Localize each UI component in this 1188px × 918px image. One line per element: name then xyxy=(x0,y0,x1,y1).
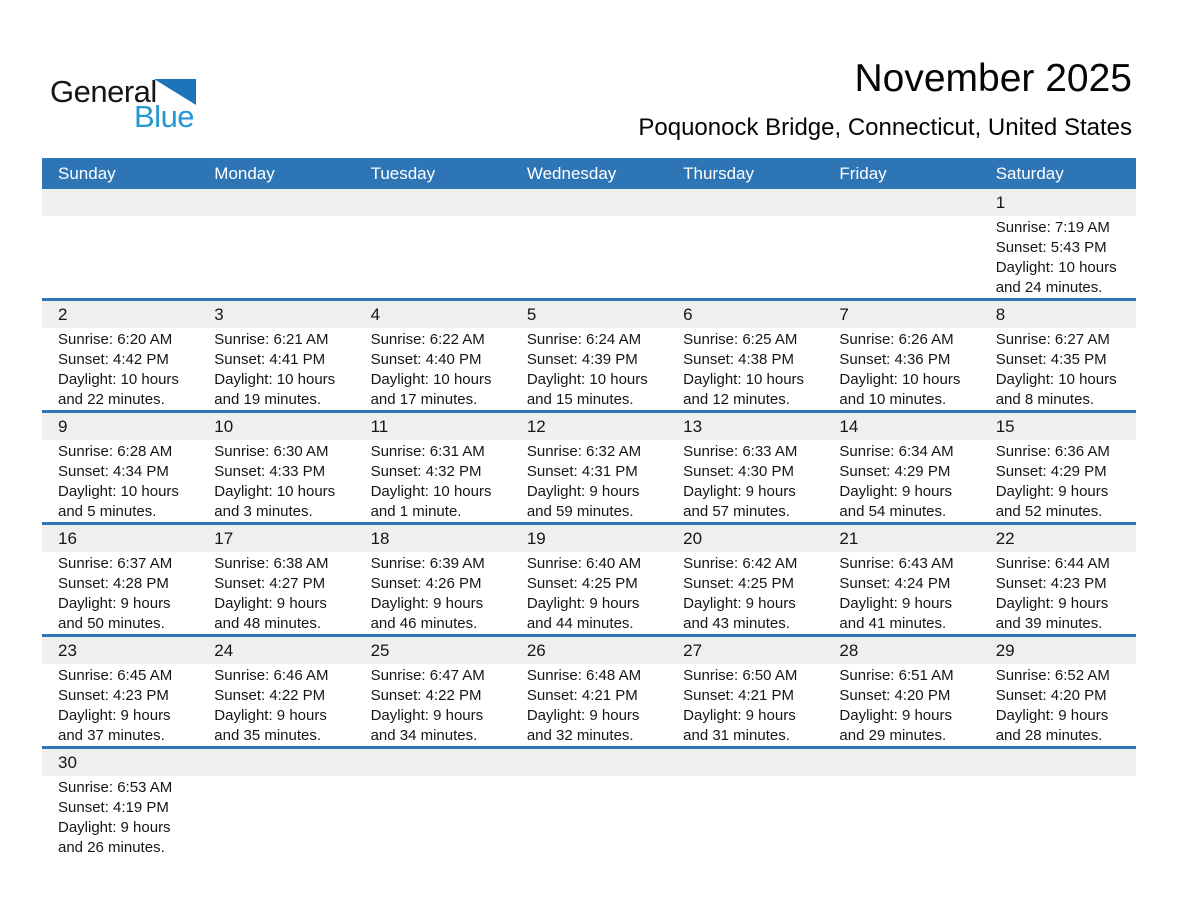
daylight-text: Daylight: 10 hours and 8 minutes. xyxy=(995,371,1117,408)
day-cell xyxy=(511,552,667,634)
sunrise-text: Sunrise: 6:21 AM xyxy=(214,331,329,348)
sunrise-text: Sunrise: 6:38 AM xyxy=(214,555,329,572)
sunrise-text: Sunrise: 6:39 AM xyxy=(370,555,485,572)
day-number: 14 xyxy=(839,416,859,436)
day-number: 25 xyxy=(370,640,390,660)
daylight-text: Daylight: 10 hours and 24 minutes. xyxy=(995,259,1117,296)
sunrise-text: Sunrise: 6:34 AM xyxy=(839,443,954,460)
weekday-header-tuesday: Tuesday xyxy=(370,163,436,183)
day-cell xyxy=(980,440,1136,522)
day-number: 22 xyxy=(995,528,1015,548)
sunset-text: Sunset: 4:41 PM xyxy=(214,351,326,368)
day-number-band xyxy=(42,301,1136,328)
sunrise-text: Sunrise: 6:24 AM xyxy=(526,331,642,348)
day-cell xyxy=(42,440,198,522)
day-cell xyxy=(823,328,979,410)
weekday-header-wednesday: Wednesday xyxy=(526,163,617,183)
day-cell xyxy=(980,664,1136,746)
sunset-text: Sunset: 4:28 PM xyxy=(58,575,169,592)
sunrise-text: Sunrise: 6:27 AM xyxy=(995,331,1110,348)
sunrise-text: Sunrise: 6:36 AM xyxy=(995,443,1110,460)
sunrise-text: Sunrise: 7:19 AM xyxy=(995,219,1110,236)
logo-text-general: General xyxy=(50,74,157,109)
weekday-header-monday: Monday xyxy=(214,163,275,183)
week-row xyxy=(42,189,1136,298)
sunset-text: Sunset: 4:31 PM xyxy=(526,463,638,480)
daylight-text: Daylight: 10 hours and 1 minute. xyxy=(370,483,492,520)
day-number: 4 xyxy=(370,304,381,324)
sunrise-text: Sunrise: 6:31 AM xyxy=(370,443,485,460)
daylight-text: Daylight: 10 hours and 17 minutes. xyxy=(370,371,492,408)
daylight-text: Daylight: 10 hours and 22 minutes. xyxy=(58,371,179,408)
day-cell xyxy=(355,440,511,522)
sunset-text: Sunset: 5:43 PM xyxy=(995,239,1107,256)
daylight-text: Daylight: 9 hours and 54 minutes. xyxy=(839,483,952,520)
day-cell xyxy=(667,440,823,522)
day-number: 10 xyxy=(214,416,234,436)
week-row xyxy=(42,522,1136,634)
sunrise-text: Sunrise: 6:40 AM xyxy=(526,555,642,572)
day-number: 23 xyxy=(58,640,77,660)
day-number: 15 xyxy=(995,416,1015,436)
day-cell xyxy=(42,328,198,410)
sunrise-text: Sunrise: 6:25 AM xyxy=(683,331,798,348)
day-cell xyxy=(667,328,823,410)
empty-day-cell xyxy=(355,216,511,298)
empty-day-cell xyxy=(198,216,354,298)
day-cell xyxy=(355,328,511,410)
sunset-text: Sunset: 4:29 PM xyxy=(839,463,951,480)
day-details-row xyxy=(42,552,1136,634)
daylight-text: Daylight: 10 hours and 19 minutes. xyxy=(214,371,336,408)
weekday-header-saturday: Saturday xyxy=(995,163,1064,183)
logo-text-blue: Blue xyxy=(134,99,195,134)
weekday-header-sunday: Sunday xyxy=(58,163,116,183)
sunrise-text: Sunrise: 6:48 AM xyxy=(526,667,642,684)
sunset-text: Sunset: 4:27 PM xyxy=(214,575,326,592)
sunrise-text: Sunrise: 6:44 AM xyxy=(995,555,1110,572)
sunrise-text: Sunrise: 6:22 AM xyxy=(370,331,485,348)
day-cell xyxy=(667,552,823,634)
week-row xyxy=(42,410,1136,522)
calendar-weeks xyxy=(42,189,1136,858)
daylight-text: Daylight: 9 hours and 32 minutes. xyxy=(526,707,640,744)
day-cell xyxy=(823,552,979,634)
sunset-text: Sunset: 4:21 PM xyxy=(683,687,795,704)
day-number: 30 xyxy=(58,752,77,772)
daylight-text: Daylight: 9 hours and 43 minutes. xyxy=(683,595,796,632)
daylight-text: Daylight: 9 hours and 29 minutes. xyxy=(839,707,952,744)
sunrise-text: Sunrise: 6:30 AM xyxy=(214,443,329,460)
day-details-row xyxy=(42,664,1136,746)
empty-day-cell xyxy=(823,216,979,298)
day-details-row xyxy=(42,216,1136,298)
day-number: 26 xyxy=(526,640,546,660)
sunset-text: Sunset: 4:20 PM xyxy=(995,687,1107,704)
day-cell xyxy=(42,552,198,634)
sunset-text: Sunset: 4:25 PM xyxy=(683,575,795,592)
sunset-text: Sunset: 4:22 PM xyxy=(370,687,482,704)
sunset-text: Sunset: 4:25 PM xyxy=(526,575,638,592)
day-cell xyxy=(980,328,1136,410)
empty-day-cell xyxy=(511,776,667,858)
day-cell xyxy=(980,216,1136,298)
sunset-text: Sunset: 4:30 PM xyxy=(683,463,795,480)
page-title: November 2025 xyxy=(854,57,1132,100)
sunrise-text: Sunrise: 6:43 AM xyxy=(839,555,954,572)
day-number: 20 xyxy=(683,528,703,548)
sunset-text: Sunset: 4:39 PM xyxy=(526,351,638,368)
weekday-header-friday: Friday xyxy=(839,163,887,183)
sunset-text: Sunset: 4:42 PM xyxy=(58,351,169,368)
daylight-text: Daylight: 9 hours and 37 minutes. xyxy=(58,707,171,744)
day-number: 5 xyxy=(526,304,537,324)
day-cell xyxy=(355,552,511,634)
day-number: 11 xyxy=(370,416,389,436)
day-number: 24 xyxy=(214,640,234,660)
sunset-text: Sunset: 4:26 PM xyxy=(370,575,482,592)
daylight-text: Daylight: 9 hours and 28 minutes. xyxy=(995,707,1109,744)
daylight-text: Daylight: 9 hours and 34 minutes. xyxy=(370,707,484,744)
day-details-row xyxy=(42,328,1136,410)
sunrise-text: Sunrise: 6:33 AM xyxy=(683,443,798,460)
day-number: 2 xyxy=(58,304,68,324)
daylight-text: Daylight: 9 hours and 35 minutes. xyxy=(214,707,327,744)
daylight-text: Daylight: 9 hours and 41 minutes. xyxy=(839,595,952,632)
sunset-text: Sunset: 4:22 PM xyxy=(214,687,326,704)
day-cell xyxy=(823,440,979,522)
daylight-text: Daylight: 10 hours and 5 minutes. xyxy=(58,483,179,520)
daylight-text: Daylight: 10 hours and 10 minutes. xyxy=(839,371,961,408)
day-cell xyxy=(823,664,979,746)
sunset-text: Sunset: 4:40 PM xyxy=(370,351,482,368)
sunrise-text: Sunrise: 6:32 AM xyxy=(526,443,642,460)
day-number: 19 xyxy=(526,528,546,548)
sunrise-text: Sunrise: 6:51 AM xyxy=(839,667,954,684)
sunrise-text: Sunrise: 6:20 AM xyxy=(58,331,173,348)
sunset-text: Sunset: 4:32 PM xyxy=(370,463,482,480)
day-number-band xyxy=(42,637,1136,664)
day-number: 7 xyxy=(839,304,849,324)
general-blue-logo xyxy=(50,74,210,136)
daylight-text: Daylight: 10 hours and 15 minutes. xyxy=(526,371,648,408)
day-number: 6 xyxy=(683,304,693,324)
sunrise-text: Sunrise: 6:45 AM xyxy=(58,667,173,684)
day-number: 3 xyxy=(214,304,224,324)
sunrise-text: Sunrise: 6:53 AM xyxy=(58,779,173,796)
calendar xyxy=(42,158,1136,858)
day-cell xyxy=(42,776,198,858)
sunset-text: Sunset: 4:23 PM xyxy=(995,575,1107,592)
day-cell xyxy=(355,664,511,746)
day-number: 21 xyxy=(839,528,859,548)
sunset-text: Sunset: 4:19 PM xyxy=(58,799,169,816)
sunset-text: Sunset: 4:34 PM xyxy=(58,463,169,480)
weekday-header-thursday: Thursday xyxy=(683,163,755,183)
day-number: 8 xyxy=(995,304,1006,324)
empty-day-cell xyxy=(667,216,823,298)
week-row xyxy=(42,746,1136,858)
empty-day-cell xyxy=(980,776,1136,858)
day-number: 9 xyxy=(58,416,68,436)
daylight-text: Daylight: 9 hours and 39 minutes. xyxy=(995,595,1109,632)
day-cell xyxy=(198,552,354,634)
daylight-text: Daylight: 9 hours and 44 minutes. xyxy=(526,595,640,632)
sunset-text: Sunset: 4:29 PM xyxy=(995,463,1107,480)
daylight-text: Daylight: 9 hours and 26 minutes. xyxy=(58,819,171,856)
page-subtitle: Poquonock Bridge, Connecticut, United States xyxy=(638,114,1132,141)
empty-day-cell xyxy=(667,776,823,858)
day-number: 28 xyxy=(839,640,859,660)
sunrise-text: Sunrise: 6:52 AM xyxy=(995,667,1110,684)
daylight-text: Daylight: 9 hours and 31 minutes. xyxy=(683,707,796,744)
empty-day-cell xyxy=(355,776,511,858)
day-number: 1 xyxy=(995,192,1006,212)
sunset-text: Sunset: 4:21 PM xyxy=(526,687,638,704)
sunset-text: Sunset: 4:35 PM xyxy=(995,351,1107,368)
day-details-row xyxy=(42,440,1136,522)
day-number: 17 xyxy=(214,528,234,548)
sunrise-text: Sunrise: 6:50 AM xyxy=(683,667,798,684)
day-number: 13 xyxy=(683,416,703,436)
week-row xyxy=(42,634,1136,746)
sunrise-text: Sunrise: 6:28 AM xyxy=(58,443,173,460)
sunrise-text: Sunrise: 6:47 AM xyxy=(370,667,485,684)
day-cell xyxy=(511,440,667,522)
sunset-text: Sunset: 4:36 PM xyxy=(839,351,951,368)
sunrise-text: Sunrise: 6:26 AM xyxy=(839,331,954,348)
day-number: 27 xyxy=(683,640,703,660)
day-cell xyxy=(667,664,823,746)
day-cell xyxy=(198,328,354,410)
sunset-text: Sunset: 4:24 PM xyxy=(839,575,951,592)
empty-day-cell xyxy=(42,216,198,298)
day-cell xyxy=(42,664,198,746)
empty-day-cell xyxy=(823,776,979,858)
daylight-text: Daylight: 9 hours and 48 minutes. xyxy=(214,595,327,632)
daylight-text: Daylight: 9 hours and 52 minutes. xyxy=(995,483,1109,520)
day-number-band xyxy=(42,749,1136,776)
day-number-band xyxy=(42,413,1136,440)
daylight-text: Daylight: 9 hours and 46 minutes. xyxy=(370,595,484,632)
daylight-text: Daylight: 10 hours and 3 minutes. xyxy=(214,483,336,520)
day-number-band xyxy=(42,189,1136,216)
daylight-text: Daylight: 10 hours and 12 minutes. xyxy=(683,371,805,408)
day-cell xyxy=(980,552,1136,634)
week-row xyxy=(42,298,1136,410)
sunset-text: Sunset: 4:33 PM xyxy=(214,463,326,480)
sunset-text: Sunset: 4:38 PM xyxy=(683,351,795,368)
day-number: 29 xyxy=(995,640,1015,660)
day-cell xyxy=(198,440,354,522)
day-cell xyxy=(511,328,667,410)
daylight-text: Daylight: 9 hours and 59 minutes. xyxy=(526,483,640,520)
empty-day-cell xyxy=(198,776,354,858)
day-number-band xyxy=(42,525,1136,552)
sunrise-text: Sunrise: 6:42 AM xyxy=(683,555,798,572)
day-cell xyxy=(198,664,354,746)
day-details-row xyxy=(42,776,1136,858)
day-number: 12 xyxy=(526,416,546,436)
empty-day-cell xyxy=(511,216,667,298)
daylight-text: Daylight: 9 hours and 57 minutes. xyxy=(683,483,796,520)
sunrise-text: Sunrise: 6:37 AM xyxy=(58,555,173,572)
weekday-header-row xyxy=(42,158,1136,189)
daylight-text: Daylight: 9 hours and 50 minutes. xyxy=(58,595,171,632)
day-cell xyxy=(511,664,667,746)
day-number: 16 xyxy=(58,528,77,548)
sunset-text: Sunset: 4:20 PM xyxy=(839,687,951,704)
sunset-text: Sunset: 4:23 PM xyxy=(58,687,169,704)
sunrise-text: Sunrise: 6:46 AM xyxy=(214,667,329,684)
day-number: 18 xyxy=(370,528,390,548)
